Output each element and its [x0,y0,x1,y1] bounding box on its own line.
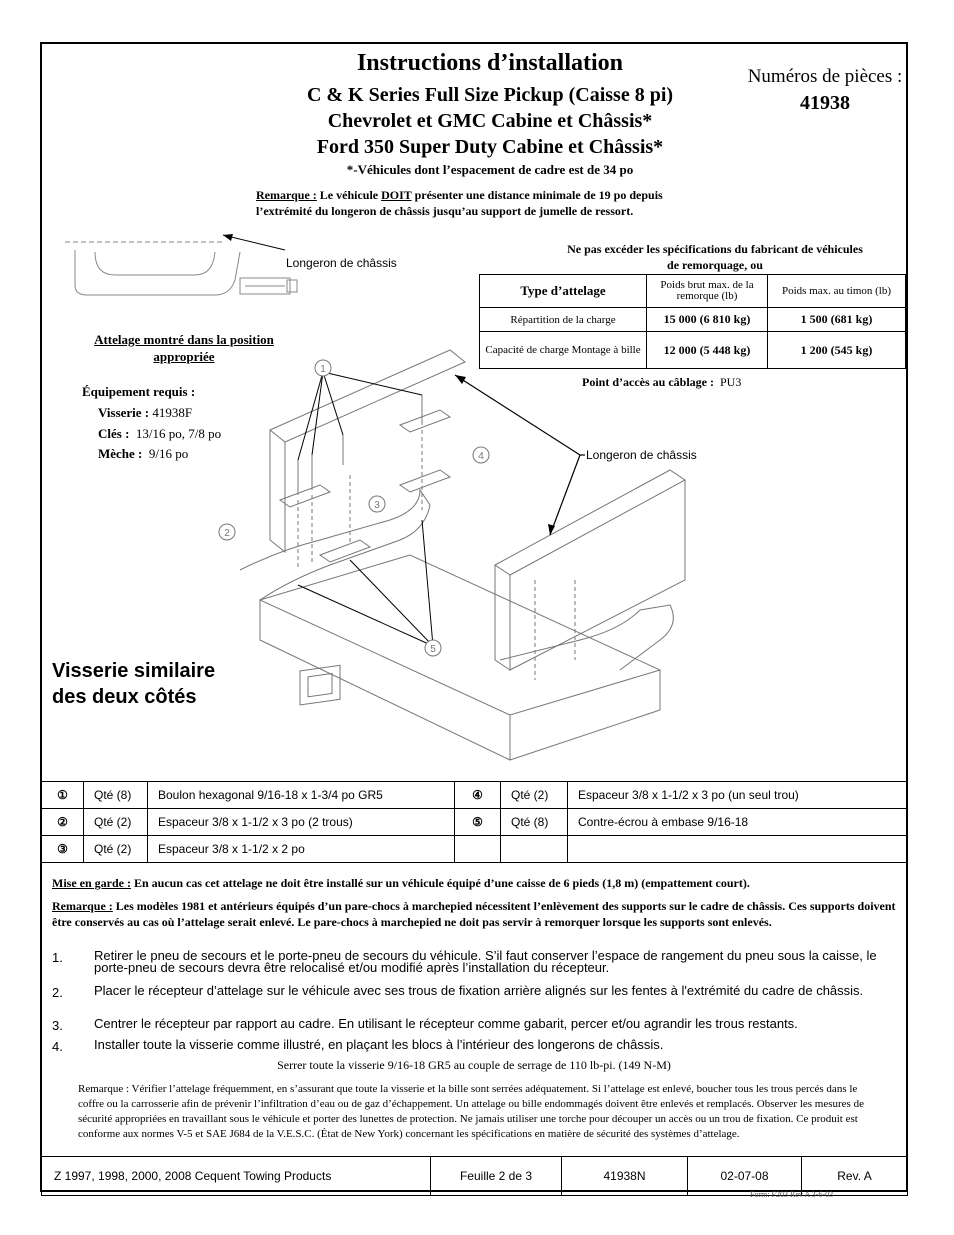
warning-text: Mise en garde : En aucun cas cet attelage ne doit être installé sur un véhicule équipé d’une caisse de 6 pieds (1,8 m) (empattement court). [52,876,750,890]
callout-5-label: 5 [430,644,436,655]
spec-row: Capacité de charge Montage à bille 12 000 (5 448 kg) 1 200 (545 kg) [480,332,906,369]
equipment-heading: Équipement requis : [82,384,196,399]
page-title: Instructions d’installation [356,50,624,76]
step-2: 2. Placer le récepteur d’attelage sur le véhicule avec ses trous de fixation arrière alignés sur les fentes à l'extrémité du cadre de châssis. [52,983,864,1000]
parts-table [41,781,908,863]
parts-row: ① Qté (8) Boulon hexagonal 9/16-18 x 1-3/4 po GR5 ④ Qté (2) Espaceur 3/8 x 1-1/2 x 3 po (un seul trou) [42,782,908,809]
remark-models: Remarque : Les modèles 1981 et antérieurs équipés d’un pare-chocs à marchepied nécessitent l’enlèvement des supports sur le cadre de châssis. Ces supports doivent être conservés au cas où l’attelage serait enlevé. Le pare-chocs à marchepied ne doit pas servir à remorquer lorsque les supports sont enlevés. [52,899,896,929]
footer-rev: Rev. A [802,1157,908,1196]
form-number: Form: F203 Rev A 3-6-03 [750,1190,834,1199]
footer-doc: 41938N [562,1157,688,1196]
step-1: 1. Retirer le pneu de secours et le porte-pneu de secours du véhicule. S’il faut conserver l’espace de rangement du pneu sous la caisse, le porte-pneu de secours devra être relocalisé et/ou modifié après l’installation du récepteur. [52,948,877,975]
vehicle-remark: Remarque : Le véhicule DOIT présenter une distance minimale de 19 po depuis l’extrémité du longeron de châssis jusqu’au support de jumelle de ressort. [256,188,663,218]
subtitle-line-1: C & K Series Full Size Pickup (Caisse 8 pi) [306,84,674,106]
spec-row: Répartition de la charge 15 000 (6 810 kg) 1 500 (681 kg) [480,308,906,332]
spec-header-tongue: Poids max. au timon (lb) [768,275,906,308]
equipment-drill: Mèche : 9/16 po [98,446,189,461]
footer-sheet: Feuille 2 de 3 [431,1157,562,1196]
similar-hardware-note: Visserie similaire des deux côtés [52,660,216,708]
remark-label: Remarque : [256,188,317,202]
frame-detail-drawing [55,230,305,310]
equipment-hardware: Visserie : 41938F [98,405,193,420]
part-number-label: Numéros de pièces : [747,66,903,87]
final-remark: Remarque : Vérifier l’attelage fréquemment, en s’assurant que toute la visserie et la bille sont serrées adéquatement. Si l’attelage est enlevé, boucher tous les trous percés dans le coffre ou la carrosserie afin de prévenir l’infiltration d’eau ou de gaz d’échappement. Un attelage ou bille endommagés doivent être enlevés et remplacés. Observer les mesures de sécurité appropriées en travaillant sous le véhicule et porter des lunettes de protection. Ne jamais utiliser une torche pour découper un accès ou un trou de fixation. Ce produit est conforme aux normes V-5 et SAE J684 de la V.E.S.C. (État de New York) concernant les spécifications en matière de sécurité des systèmes d’attelage. [78,1083,864,1140]
subtitle-line-3: Ford 350 Super Duty Cabine et Châssis* [316,136,664,158]
position-caption: Attelage montré dans la position appropriée [94,332,274,364]
callout-4-label: 4 [478,451,484,462]
equipment-keys: Clés : 13/16 po, 7/8 po [98,426,222,441]
callout-2-label: 2 [224,528,230,539]
hitch-exploded-drawing [200,340,720,780]
subtitle-note: *-Véhicules dont l’espacement de cadre est de 34 po [346,162,634,177]
subtitle-line-2: Chevrolet et GMC Cabine et Châssis* [327,110,653,132]
spec-header-gross: Poids brut max. de la remorque (lb) [647,275,768,308]
footer-date: 02-07-08 [688,1157,802,1196]
step-4: 4. Installer toute la visserie comme illustré, en plaçant les blocs à l’intérieur des longerons de châssis. [52,1037,664,1054]
spec-header-row [480,275,906,308]
spec-header-type: Type d’attelage [480,275,647,308]
wiring-access: Point d’accès au câblage : PU3 [582,375,742,389]
frame-rail-label-mid: Longeron de châssis [586,448,697,462]
spec-notice: Ne pas excéder les spécifications du fabricant de véhicules de remorquage, ou [567,242,863,272]
frame-rail-label-top: Longeron de châssis [286,256,397,270]
remark-must: DOIT [381,188,412,202]
footer-copyright: Z 1997, 1998, 2000, 2008 Cequent Towing Products [42,1157,431,1196]
step-3: 3. Centrer le récepteur par rapport au cadre. En utilisant le récepteur comme gabarit, percer et/ou agrandir les trous restants. [52,1016,798,1033]
part-number: 41938 [800,92,850,114]
callout-3-label: 3 [374,500,380,511]
parts-row: ③ Qté (2) Espaceur 3/8 x 1-1/2 x 2 po [42,836,908,863]
torque-spec: Serrer toute la visserie 9/16-18 GR5 au couple de serrage de 110 lb-pi. (149 N-M) [277,1058,671,1072]
parts-row: ② Qté (2) Espaceur 3/8 x 1-1/2 x 3 po (2 trous) ⑤ Qté (8) Contre-écrou à embase 9/16-18 [42,809,908,836]
callout-1-label: 1 [320,364,326,375]
